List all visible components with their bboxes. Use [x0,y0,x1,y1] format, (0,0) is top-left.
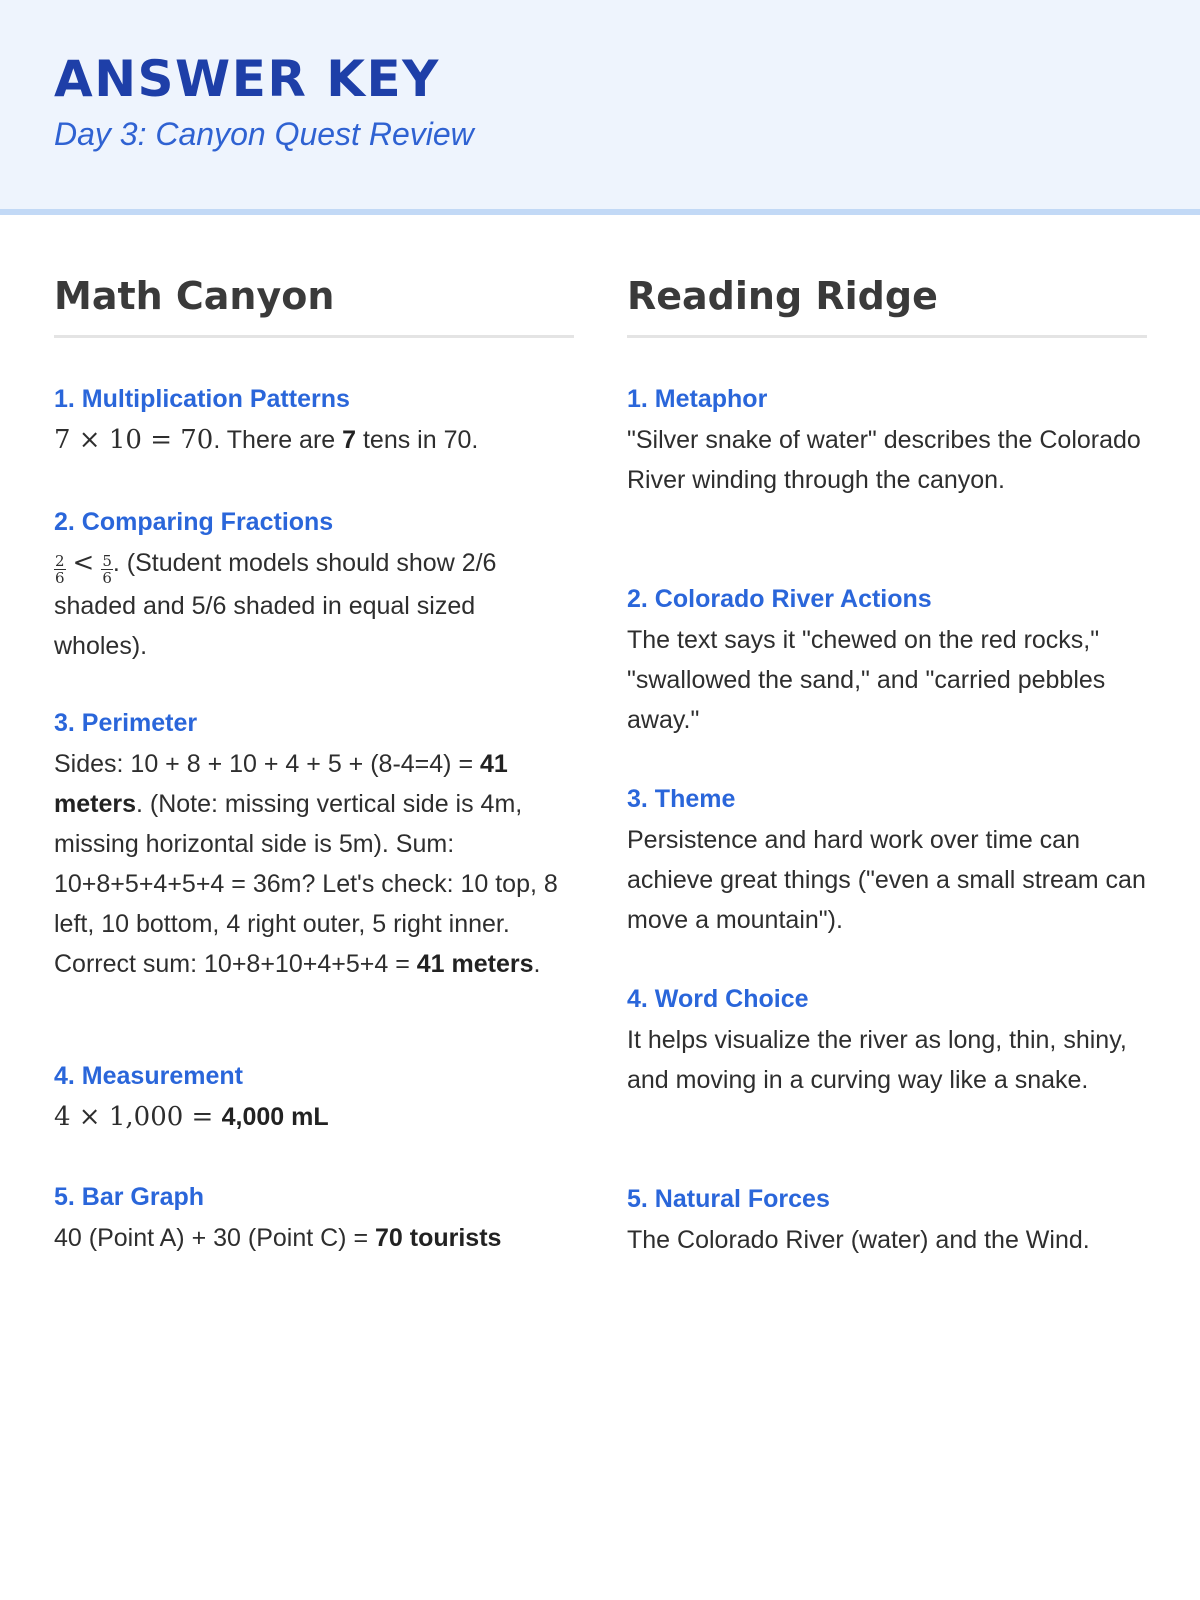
answer-text [54,543,574,666]
answer-bold: 41 meters [416,950,534,978]
math-column [54,268,574,1252]
question-title: 5. Bar Graph [54,1183,205,1211]
answer-segment: . (Note: missing vertical side is 4m, missing horizontal side is 5m). Sum: 10+8+5+4+5+4 = 36m? Let's check: 10 top, 8 left, 10 bottom, 4 right outer, 5 right inner. Correct sum: 10+8+10+4+5+4 = [54,790,558,978]
question-title: 2. Comparing Fractions [54,508,334,536]
answer-segment: tens in 70. [356,426,479,454]
answer-segment: . There are [213,426,343,454]
answer-text: "Silver snake of water" describes the Colorado River winding through the canyon. [627,426,1141,494]
reading-section-heading: Reading Ridge [627,268,1147,338]
fraction-five-sixths [101,553,113,586]
fraction-denominator: 6 [102,569,112,587]
answer-bold: 70 tourists [375,1224,502,1252]
answer-segment: . (Student models should show 2/6 shaded and 5/6 shaded in equal sized wholes). [54,549,497,660]
answer-text: The text says it "chewed on the red rocks," "swallowed the sand," and "carried pebbles away." [627,626,1106,734]
header-banner [0,0,1200,215]
question-title: 5. Natural Forces [627,1185,830,1213]
answer-text: It helps visualize the river as long, thin, shiny, and moving in a curving way like a snake. [627,1026,1127,1094]
question-title: 4. Word Choice [627,985,809,1013]
math-question-2 [54,505,574,666]
answer-bold: 7 [342,426,357,454]
page-subtitle: Day 3: Canyon Quest Review [54,116,474,152]
answer-text [54,1218,574,1258]
reading-question-3 [627,782,1147,940]
answer-text [54,420,574,460]
fraction-two-sixths [54,553,66,586]
question-title: 3. Perimeter [54,709,198,737]
fraction-denominator: 6 [55,569,65,587]
less-than-sign: < [72,548,95,578]
answer-text: Persistence and hard work over time can achieve great things ("even a small stream can move a mountain"). [627,826,1146,934]
answer-text [54,1097,574,1137]
fraction-numerator: 2 [55,552,65,570]
fraction-numerator: 5 [102,552,112,570]
answer-segment: . [533,950,541,978]
math-question-4 [54,1059,574,1137]
question-title: 1. Multiplication Patterns [54,385,350,413]
answer-bold: 41 meters [54,750,508,818]
answer-bold: 4,000 mL [221,1103,329,1131]
answer-text [54,744,574,984]
reading-question-5 [627,1182,1147,1260]
reading-column [627,268,1147,1254]
reading-question-1 [627,382,1147,500]
answer-segment: 40 (Point A) + 30 (Point C) = [54,1224,375,1252]
question-title: 3. Theme [627,785,736,813]
equation: 4 × 1,000 = [54,1102,222,1132]
question-title: 4. Measurement [54,1062,243,1090]
question-title: 1. Metaphor [627,385,768,413]
math-section-heading: Math Canyon [54,268,574,338]
math-question-1 [54,382,574,460]
reading-question-2 [627,582,1147,740]
page-title: ANSWER KEY [54,50,440,108]
reading-question-4 [627,982,1147,1100]
math-question-3 [54,706,574,984]
math-question-5 [54,1180,574,1258]
equation: 7 × 10 = 70 [54,425,214,455]
question-title: 2. Colorado River Actions [627,585,932,613]
answer-text: The Colorado River (water) and the Wind. [627,1226,1090,1254]
answer-segment: Sides: 10 + 8 + 10 + 4 + 5 + (8-4=4) = [54,750,480,778]
